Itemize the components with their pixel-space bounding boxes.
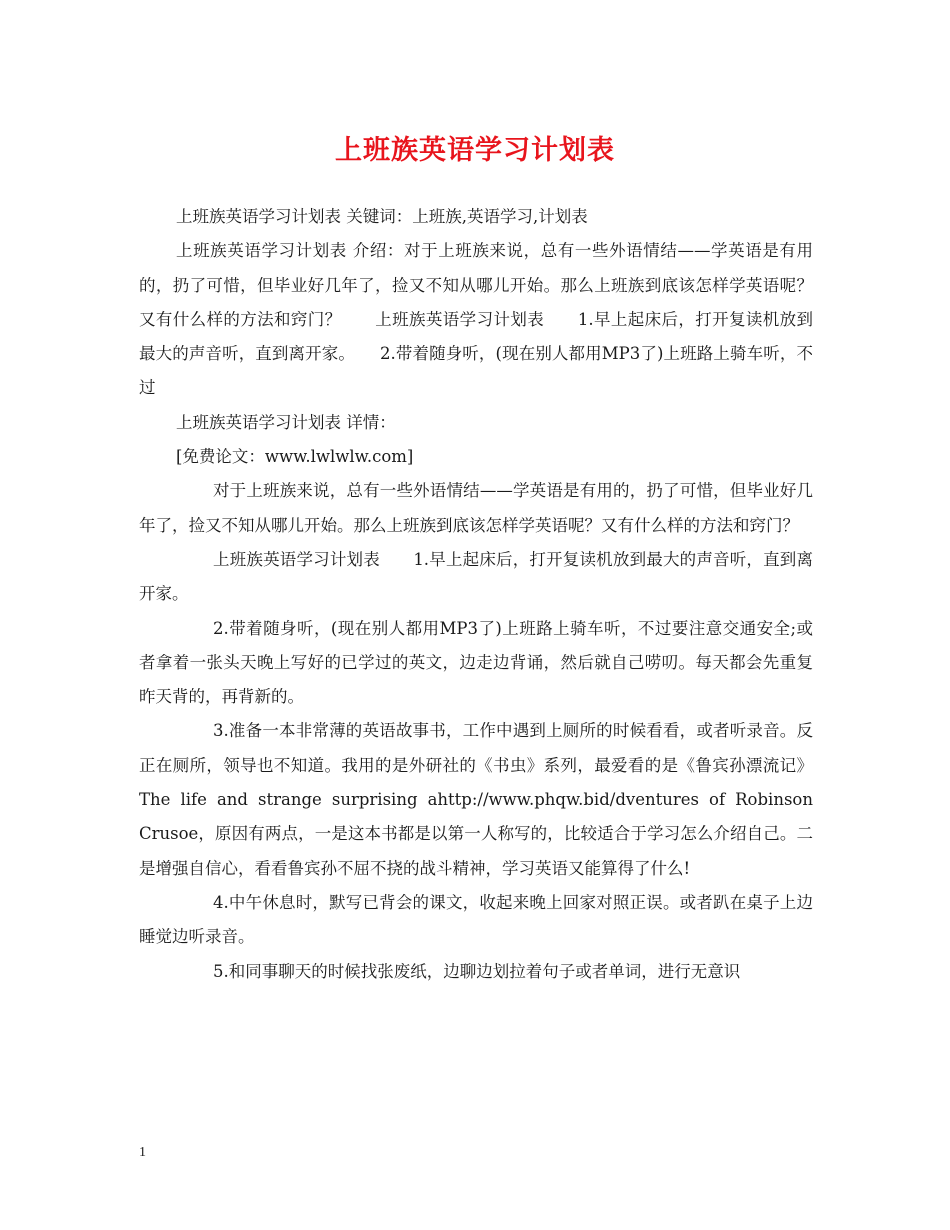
page-number: 1: [139, 1145, 146, 1160]
keywords-paragraph: 上班族英语学习计划表 关键词：上班族,英语学习,计划表: [176, 207, 588, 226]
body-paragraph: 对于上班族来说，总有一些外语情结——学英语是有用的，扔了可惜，但毕业好几年了，捡又不知从哪儿开始。那么上班族到底该怎样学英语呢？又有什么样的方法和窍门？: [139, 481, 813, 535]
details-heading: 上班族英语学习计划表 详情：: [176, 412, 396, 432]
intro-paragraph: 上班族英语学习计划表 介绍：对于上班族来说，总有一些外语情结——学英语是有用的，扔了可惜，但毕业好几年了，捡又不知从哪儿开始。那么上班族到底该怎样学英语呢？又有什么样的方法和窍门？ 上班族英语学习计划表 1.早上起床后，打开复读机放到最大的声音听，直到离开家。 2.带着随身听，(现在别人都用MP3了)上班路上骑车听，不过: [139, 241, 813, 398]
body-paragraph: 2.带着随身听，(现在别人都用MP3了)上班路上骑车听，不过要注意交通安全;或者拿着一张头天晚上写好的已学过的英文，边走边背诵，然后就自己唠叨。每天都会先重复昨天背的，再背新的。: [139, 618, 813, 707]
source-link: [免费论文：www.lwlwlw.com]: [176, 447, 414, 467]
body-paragraph: 4.中午休息时，默写已背会的课文，收起来晚上回家对照正误。或者趴在桌子上边睡觉边听录音。: [139, 892, 813, 947]
body-paragraph: 5.和同事聊天的时候找张废纸，边聊边划拉着句子或者单词，进行无意识: [213, 961, 741, 981]
body-paragraph: 3.准备一本非常薄的英语故事书，工作中遇到上厕所的时候看看，或者听录音。反正在厕所，领导也不知道。我用的是外研社的《书虫》系列，最爱看的是《鲁宾孙漂流记》The life and strange surprising ahttp://www.phqw.bid/dventures of Robinson Crusoe，原因有两点，一是这本书都是以第一人称写的，比较适合于学习怎么介绍自己。二是增强自信心，看看鲁宾孙不屈不挠的战斗精神，学习英语又能算得了什么!: [139, 721, 813, 878]
body-paragraph: 上班族英语学习计划表 1.早上起床后，打开复读机放到最大的声音听，直到离开家。: [139, 549, 813, 604]
document-body: [139, 200, 813, 989]
page-title: 上班族英语学习计划表: [335, 135, 615, 166]
